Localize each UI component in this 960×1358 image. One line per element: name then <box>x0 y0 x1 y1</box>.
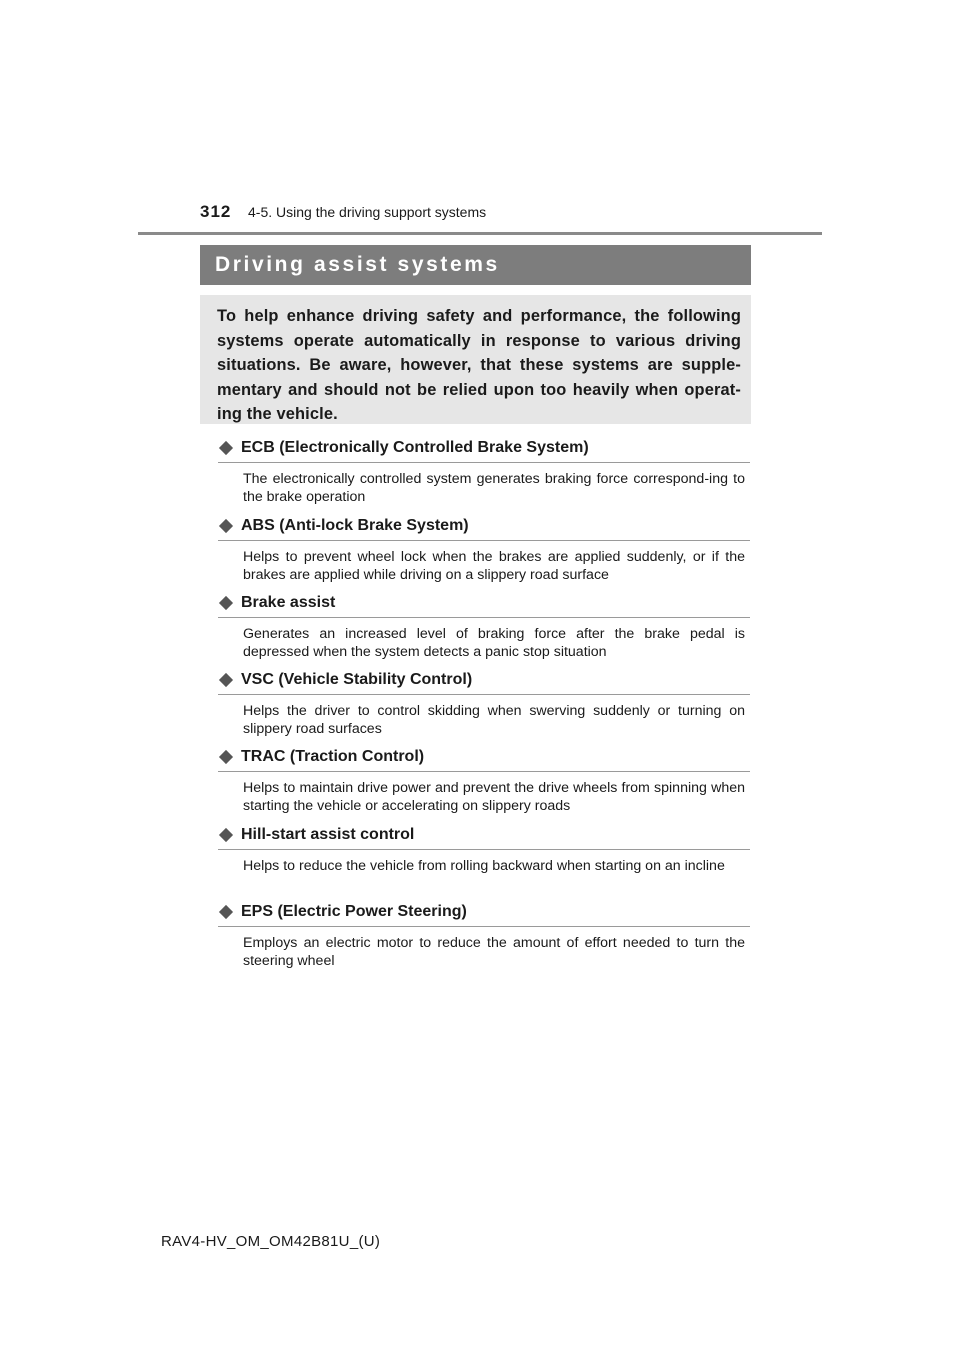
intro-text: To help enhance driving safety and performance, the following systems operate automatically in response to various driving situations. Be aware, however, that these systems are supple-mentary and should not be relied upon too heavily when operat-ing the vehicle. <box>217 307 741 424</box>
page-title: Driving assist systems <box>215 253 500 276</box>
item-heading <box>218 823 750 850</box>
diamond-bullet-icon <box>219 596 233 610</box>
footer-doc-code: RAV4-HV_OM_OM42B81U_(U) <box>161 1233 381 1250</box>
item-heading <box>218 668 750 695</box>
item-hill-start <box>218 823 750 876</box>
item-text: Employs an electric motor to reduce the amount of effort needed to turn the steering wheel <box>243 935 745 969</box>
item-ecb <box>218 436 750 506</box>
item-heading <box>218 436 750 463</box>
diamond-bullet-icon <box>219 905 233 919</box>
item-title: Hill-start assist control <box>241 826 415 843</box>
item-trac <box>218 745 750 815</box>
page-header <box>200 202 486 222</box>
header-rule <box>138 232 822 235</box>
page-number: 312 <box>200 202 232 221</box>
item-heading <box>218 900 750 927</box>
item-heading <box>218 745 750 772</box>
item-title: ABS (Anti-lock Brake System) <box>241 517 469 534</box>
item-text: Helps the driver to control skidding when swerving suddenly or turning on slippery road surfaces <box>243 703 745 737</box>
item-text: The electronically controlled system generates braking force correspond-ing to the brake operation <box>243 471 745 505</box>
item-text: Generates an increased level of braking force after the brake pedal is depressed when the system detects a panic stop situation <box>243 626 745 660</box>
section-path: 4-5. Using the driving support systems <box>248 204 487 220</box>
diamond-bullet-icon <box>219 750 233 764</box>
item-title: Brake assist <box>241 594 336 611</box>
item-title: VSC (Vehicle Stability Control) <box>241 671 473 688</box>
intro-box <box>200 295 751 424</box>
diamond-bullet-icon <box>219 441 233 455</box>
item-heading <box>218 591 750 618</box>
item-abs <box>218 514 750 584</box>
item-text: Helps to maintain drive power and prevent the drive wheels from spinning when starting the vehicle or accelerating on slippery roads <box>243 780 745 814</box>
diamond-bullet-icon <box>219 673 233 687</box>
item-title: TRAC (Traction Control) <box>241 748 425 765</box>
diamond-bullet-icon <box>219 828 233 842</box>
item-title: EPS (Electric Power Steering) <box>241 903 467 920</box>
item-heading <box>218 514 750 541</box>
item-brake-assist <box>218 591 750 661</box>
item-title: ECB (Electronically Controlled Brake System) <box>241 439 589 456</box>
title-bar <box>200 245 751 285</box>
diamond-bullet-icon <box>219 519 233 533</box>
item-vsc <box>218 668 750 738</box>
item-text: Helps to prevent wheel lock when the brakes are applied suddenly, or if the brakes are applied while driving on a slippery road surface <box>243 549 745 583</box>
item-eps <box>218 900 750 970</box>
item-text: Helps to reduce the vehicle from rolling backward when starting on an incline <box>243 858 725 874</box>
